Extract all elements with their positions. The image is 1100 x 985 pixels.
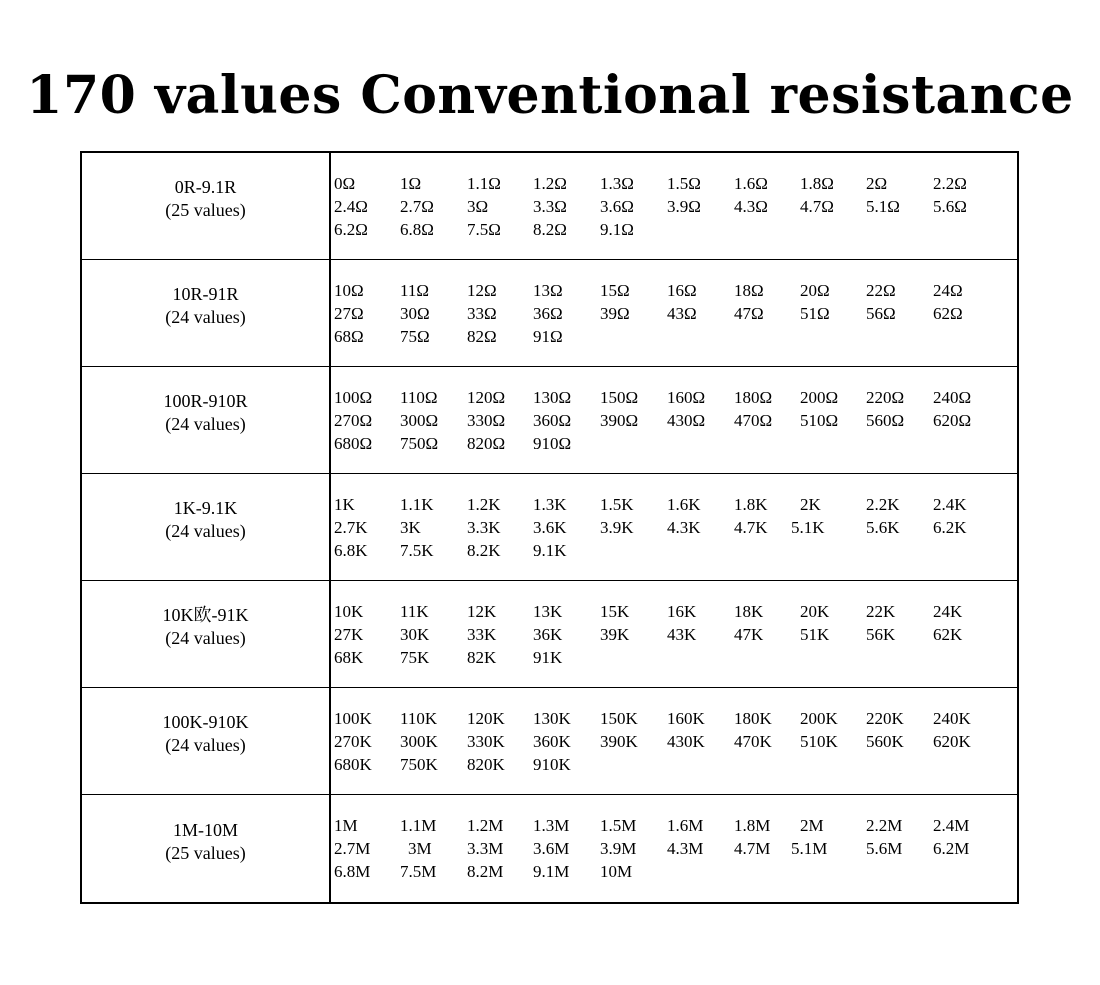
- resistor-value: 33Ω: [467, 304, 497, 323]
- resistor-value: 2.7K: [334, 518, 368, 537]
- resistor-value: 6.8K: [334, 541, 368, 560]
- resistor-value: 36Ω: [533, 304, 563, 323]
- resistor-value: 470Ω: [734, 411, 773, 430]
- range-label: 0R-9.1R: [174, 177, 237, 197]
- resistor-value: 43Ω: [667, 304, 697, 323]
- values-cell: [331, 688, 1017, 794]
- resistor-value: 20Ω: [800, 281, 830, 300]
- range-label: 10R-91R: [172, 284, 239, 304]
- value-line: [331, 707, 1017, 730]
- resistor-value: 33K: [467, 625, 497, 644]
- value-count-label: (25 values): [165, 200, 246, 220]
- resistor-value: 13Ω: [533, 281, 563, 300]
- table-row: [82, 795, 1017, 902]
- resistor-value: 56K: [866, 625, 896, 644]
- resistor-value: 9.1M: [533, 862, 570, 881]
- resistor-value: 750Ω: [400, 434, 439, 453]
- resistor-value: 4.3Ω: [734, 197, 768, 216]
- resistor-value: 5.1Ω: [866, 197, 900, 216]
- value-count-label: (25 values): [165, 842, 246, 863]
- resistor-value: 2.2M: [866, 816, 903, 835]
- table-row: [82, 260, 1017, 367]
- resistor-value: 6.8Ω: [400, 220, 434, 239]
- resistor-value: 430K: [667, 732, 705, 751]
- resistor-value: 130Ω: [533, 388, 572, 407]
- resistor-value: 20K: [800, 602, 830, 621]
- resistor-value: 16K: [667, 602, 697, 621]
- resistor-value: 1.5K: [600, 495, 634, 514]
- resistor-value: 120K: [467, 709, 505, 728]
- table-row: [82, 367, 1017, 474]
- resistor-value: 1.2Ω: [533, 174, 567, 193]
- resistor-value: 24Ω: [933, 281, 963, 300]
- resistor-value: 160Ω: [667, 388, 706, 407]
- resistor-value: 4.7Ω: [800, 197, 834, 216]
- resistor-value: 1.8M: [734, 816, 771, 835]
- resistor-value: 27K: [334, 625, 364, 644]
- resistor-value: 82Ω: [467, 327, 497, 346]
- value-line: [331, 493, 1017, 516]
- table-row: [82, 581, 1017, 688]
- resistor-value: 1.8Ω: [800, 174, 834, 193]
- resistor-value: 27Ω: [334, 304, 364, 323]
- resistor-value: 15Ω: [600, 281, 630, 300]
- resistor-value: 2.2K: [866, 495, 900, 514]
- resistor-value: 22Ω: [866, 281, 896, 300]
- table-row: [82, 688, 1017, 795]
- resistor-value: 1.2M: [467, 816, 504, 835]
- resistor-value: 220K: [866, 709, 904, 728]
- value-count-label: (24 values): [165, 735, 246, 755]
- value-line: [331, 302, 1017, 325]
- resistor-value: 270K: [334, 732, 372, 751]
- resistor-value: 68K: [334, 648, 364, 667]
- resistor-value: 75Ω: [400, 327, 430, 346]
- resistor-value: 39K: [600, 625, 630, 644]
- resistor-value: 7.5Ω: [467, 220, 501, 239]
- resistor-value: 8.2M: [467, 862, 504, 881]
- resistor-value: 2.7Ω: [400, 197, 434, 216]
- resistor-value: 150Ω: [600, 388, 639, 407]
- resistor-value: 510K: [800, 732, 838, 751]
- resistor-value: 3.9K: [600, 518, 634, 537]
- resistor-value: 15K: [600, 602, 630, 621]
- resistor-value: 2.4M: [933, 816, 970, 835]
- values-cell: [331, 795, 1017, 902]
- resistor-value: 200K: [800, 709, 838, 728]
- resistor-value: 300K: [400, 732, 438, 751]
- resistor-value: 100Ω: [334, 388, 373, 407]
- resistor-value: 91Ω: [533, 327, 563, 346]
- resistor-value: 3K: [400, 518, 421, 537]
- resistor-value: 10K: [334, 602, 364, 621]
- resistor-value: 16Ω: [667, 281, 697, 300]
- resistance-table: [80, 151, 1019, 904]
- resistor-value: 560K: [866, 732, 904, 751]
- resistor-value: 1Ω: [400, 174, 422, 193]
- resistor-value: 680K: [334, 755, 372, 774]
- resistor-value: 1.5M: [600, 816, 637, 835]
- resistor-value: 1K: [334, 495, 355, 514]
- resistor-value: 3.3K: [467, 518, 501, 537]
- range-label: 1K-9.1K: [173, 498, 238, 518]
- resistor-value: 68Ω: [334, 327, 364, 346]
- resistor-value: 3Ω: [467, 197, 489, 216]
- resistor-value: 160K: [667, 709, 705, 728]
- value-line: [331, 600, 1017, 623]
- range-cell: [82, 153, 331, 259]
- resistor-value: 2.4K: [933, 495, 967, 514]
- resistor-value: 6.2Ω: [334, 220, 368, 239]
- range-label: 1M-10M: [172, 819, 238, 840]
- value-line: [331, 753, 1017, 776]
- resistor-value: 200Ω: [800, 388, 839, 407]
- resistor-value: 300Ω: [400, 411, 439, 430]
- resistor-value: 8.2K: [467, 541, 501, 560]
- resistor-value: 1.1M: [400, 816, 437, 835]
- resistor-value: 820Ω: [467, 434, 506, 453]
- resistor-value: 3.6K: [533, 518, 567, 537]
- value-line: [331, 539, 1017, 562]
- resistor-value: 1.5Ω: [667, 174, 701, 193]
- resistor-value: 43K: [667, 625, 697, 644]
- resistor-value: 11Ω: [400, 281, 430, 300]
- resistor-value: 8.2Ω: [533, 220, 567, 239]
- resistor-value: 0Ω: [334, 174, 356, 193]
- value-line: [331, 195, 1017, 218]
- resistor-value: 240Ω: [933, 388, 972, 407]
- resistor-value: 510Ω: [800, 411, 839, 430]
- resistor-value: 1.3K: [533, 495, 567, 514]
- values-cell: [331, 581, 1017, 687]
- resistor-value: 11K: [400, 602, 429, 621]
- resistor-value: 22K: [866, 602, 896, 621]
- resistor-value: 47K: [734, 625, 764, 644]
- resistor-value: 75K: [400, 648, 430, 667]
- value-count-label: (24 values): [165, 628, 246, 648]
- resistor-value: 51Ω: [800, 304, 830, 323]
- value-line: [331, 432, 1017, 455]
- resistor-value: 390K: [600, 732, 638, 751]
- resistor-value: 1.3M: [533, 816, 570, 835]
- values-cell: [331, 474, 1017, 580]
- value-line: [331, 814, 1017, 837]
- resistor-value: 12K: [467, 602, 497, 621]
- resistor-value: 10Ω: [334, 281, 364, 300]
- resistor-value: 4.7M: [734, 839, 771, 858]
- value-line: [331, 279, 1017, 302]
- resistor-value: 2.2Ω: [933, 174, 967, 193]
- value-line: [331, 218, 1017, 241]
- resistor-value: 6.2M: [933, 839, 970, 858]
- value-line: [331, 646, 1017, 669]
- resistor-value: 180Ω: [734, 388, 773, 407]
- range-label: 10K欧-91K: [162, 605, 249, 625]
- resistor-value: 82K: [467, 648, 497, 667]
- value-line: [331, 623, 1017, 646]
- resistor-value: 4.3K: [667, 518, 701, 537]
- value-count-label: (24 values): [165, 521, 246, 541]
- resistor-value: 910K: [533, 755, 571, 774]
- resistor-value: 30K: [400, 625, 430, 644]
- resistor-value: 13K: [533, 602, 563, 621]
- resistor-value: 2Ω: [866, 174, 888, 193]
- range-label: 100K-910K: [162, 712, 249, 732]
- resistor-value: 1.1Ω: [467, 174, 501, 193]
- resistor-value: 5.1K: [791, 518, 825, 537]
- resistor-value: 330Ω: [467, 411, 506, 430]
- resistor-value: 3.3M: [467, 839, 504, 858]
- table-row: [82, 153, 1017, 260]
- resistor-value: 12Ω: [467, 281, 497, 300]
- value-line: [331, 172, 1017, 195]
- table-row: [82, 474, 1017, 581]
- resistor-value: 2.4Ω: [334, 197, 368, 216]
- range-cell: [82, 688, 331, 794]
- resistor-value: 2.7M: [334, 839, 371, 858]
- resistor-value: 820K: [467, 755, 505, 774]
- resistor-value: 3.9M: [600, 839, 637, 858]
- range-cell: [82, 581, 331, 687]
- values-cell: [331, 260, 1017, 366]
- resistor-value: 1.1K: [400, 495, 434, 514]
- resistor-value: 220Ω: [866, 388, 905, 407]
- range-cell: [82, 367, 331, 473]
- resistor-value: 620K: [933, 732, 971, 751]
- values-cell: [331, 153, 1017, 259]
- resistor-value: 1.6Ω: [734, 174, 768, 193]
- resistor-value: 36K: [533, 625, 563, 644]
- value-line: [331, 409, 1017, 432]
- page-title: 170 values Conventional resistance: [26, 65, 1074, 126]
- resistor-value: 30Ω: [400, 304, 430, 323]
- resistor-value: 62K: [933, 625, 963, 644]
- resistor-value: 5.6M: [866, 839, 903, 858]
- resistor-value: 5.1M: [791, 839, 828, 858]
- resistor-value: 1.6M: [667, 816, 704, 835]
- resistor-value: 1.8K: [734, 495, 768, 514]
- resistor-value: 6.2K: [933, 518, 967, 537]
- resistor-value: 3.3Ω: [533, 197, 567, 216]
- resistor-value: 3.6Ω: [600, 197, 634, 216]
- resistor-value: 7.5M: [400, 862, 437, 881]
- resistor-value: 180K: [734, 709, 772, 728]
- resistor-value: 6.8M: [334, 862, 371, 881]
- resistor-value: 39Ω: [600, 304, 630, 323]
- value-line: [331, 837, 1017, 860]
- resistor-value: 240K: [933, 709, 971, 728]
- resistor-value: 47Ω: [734, 304, 764, 323]
- resistor-value: 330K: [467, 732, 505, 751]
- resistor-value: 24K: [933, 602, 963, 621]
- resistor-value: 1.3Ω: [600, 174, 634, 193]
- resistor-value: 620Ω: [933, 411, 972, 430]
- resistor-value: 750K: [400, 755, 438, 774]
- resistor-value: 10M: [600, 862, 633, 881]
- value-count-label: (24 values): [165, 414, 246, 434]
- resistor-value: 5.6K: [866, 518, 900, 537]
- resistor-value: 4.3M: [667, 839, 704, 858]
- resistor-value: 910Ω: [533, 434, 572, 453]
- resistor-value: 3.9Ω: [667, 197, 701, 216]
- resistor-value: 270Ω: [334, 411, 373, 430]
- resistor-value: 430Ω: [667, 411, 706, 430]
- resistor-value: 5.6Ω: [933, 197, 967, 216]
- resistor-value: 62Ω: [933, 304, 963, 323]
- range-cell: [82, 474, 331, 580]
- value-line: [331, 730, 1017, 753]
- resistor-value: 1.2K: [467, 495, 501, 514]
- resistor-value: 2K: [800, 495, 821, 514]
- resistor-value: 18K: [734, 602, 764, 621]
- resistor-value: 51K: [800, 625, 830, 644]
- resistor-value: 150K: [600, 709, 638, 728]
- value-line: [331, 325, 1017, 348]
- resistor-value: 360K: [533, 732, 571, 751]
- resistor-value: 390Ω: [600, 411, 639, 430]
- resistor-value: 110K: [400, 709, 438, 728]
- resistor-value: 360Ω: [533, 411, 572, 430]
- resistor-value: 2M: [800, 816, 824, 835]
- resistor-value: 100K: [334, 709, 372, 728]
- value-line: [331, 516, 1017, 539]
- resistor-value: 7.5K: [400, 541, 434, 560]
- value-count-label: (24 values): [165, 307, 246, 327]
- range-label: 100R-910R: [163, 391, 248, 411]
- resistor-value: 560Ω: [866, 411, 905, 430]
- range-cell: [82, 260, 331, 366]
- resistor-value: 3M: [408, 839, 432, 858]
- resistor-value: 110Ω: [400, 388, 438, 407]
- resistor-value: 680Ω: [334, 434, 373, 453]
- resistor-value: 470K: [734, 732, 772, 751]
- resistor-value: 130K: [533, 709, 571, 728]
- range-cell: [82, 795, 331, 902]
- values-cell: [331, 367, 1017, 473]
- resistor-value: 9.1Ω: [600, 220, 634, 239]
- resistor-value: 91K: [533, 648, 563, 667]
- resistor-value: 18Ω: [734, 281, 764, 300]
- resistor-value: 1M: [334, 816, 358, 835]
- resistor-value: 4.7K: [734, 518, 768, 537]
- resistor-value: 9.1K: [533, 541, 567, 560]
- resistor-value: 1.6K: [667, 495, 701, 514]
- resistor-value: 56Ω: [866, 304, 896, 323]
- value-line: [331, 386, 1017, 409]
- resistor-value: 120Ω: [467, 388, 506, 407]
- resistor-value: 3.6M: [533, 839, 570, 858]
- value-line: [331, 860, 1017, 883]
